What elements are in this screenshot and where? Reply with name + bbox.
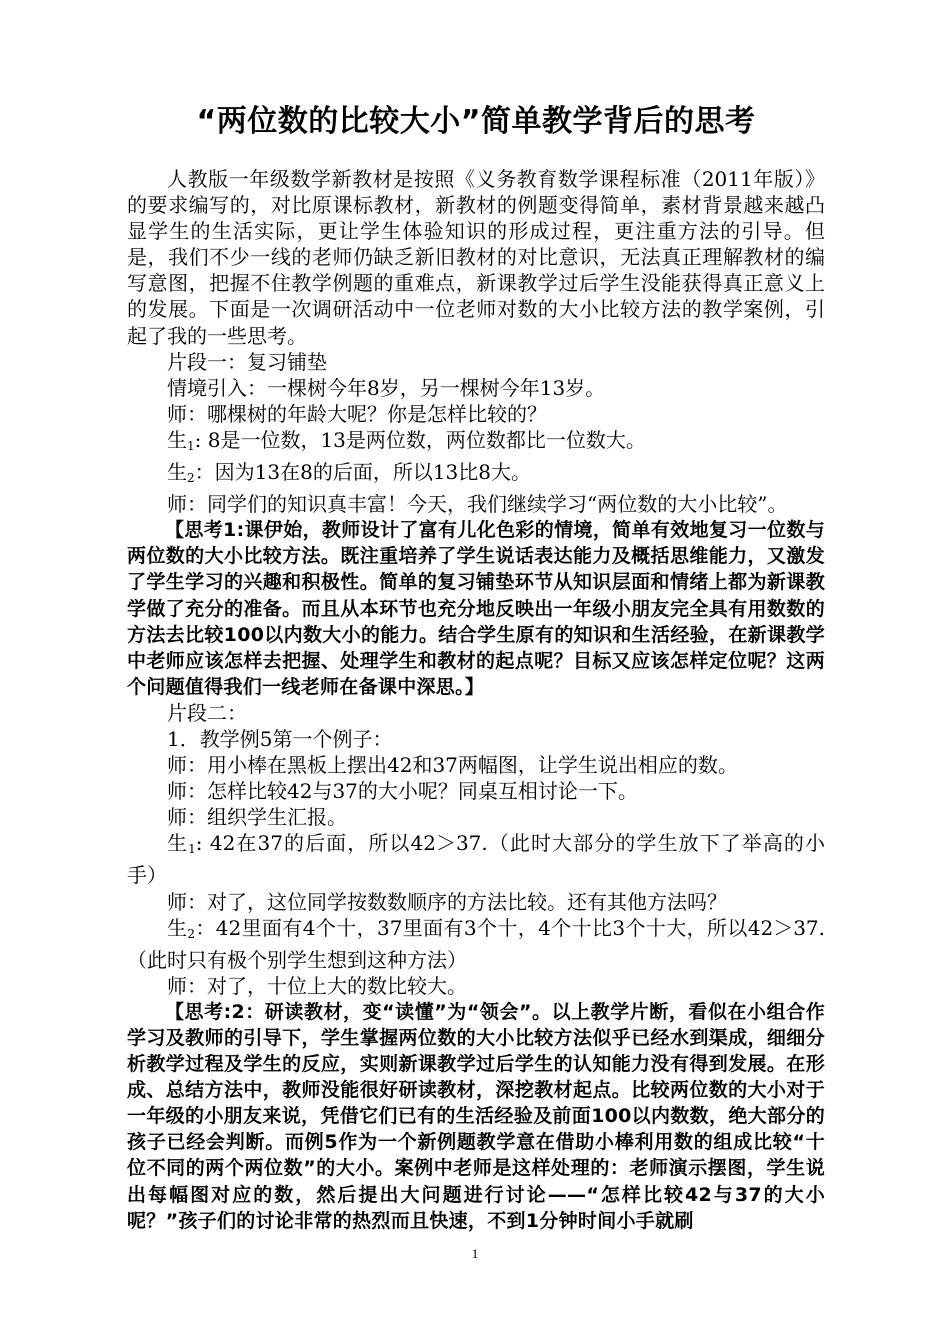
document-body bbox=[127, 166, 825, 1234]
speaker-subscript: 2 bbox=[187, 926, 196, 941]
student-line bbox=[127, 459, 825, 491]
paragraph: 师：对了，十位上大的数比较大。 bbox=[167, 973, 467, 998]
reflection-one: 【思考1:课伊始，教师设计了富有儿化色彩的情境，简单有效地复习一位数与两位数的大小比较方法。既注重培养了学生说话表达能力及概括思维能力，又激发了学生学习的兴趣和积极性。简单的复习铺垫环节从知识层面和情绪上都为新课教学做了充分的准备。而且从本环节也充分地反映出一年级小朋友完全具有用数数的方法去比较100以内数大小的能力。结合学生原有的知识和生活经验，在新课教学中老师应该怎样去把握、处理学生和教材的起点呢？目标又应该怎样定位呢？这两个问题值得我们一线老师在备课中深思。】 bbox=[127, 519, 825, 698]
speaker-label: 生 bbox=[167, 427, 187, 452]
student-line bbox=[127, 427, 825, 459]
paragraph: 师：对了，这位同学按数数顺序的方法比较。还有其他方法吗？ bbox=[167, 889, 727, 914]
paragraph: 情境引入：一棵树今年8岁，另一棵树今年13岁。 bbox=[167, 375, 606, 400]
segment-one-heading: 片段一：复习铺垫 bbox=[167, 349, 327, 374]
student-text: ：因为13在8的后面，所以13比8大。 bbox=[194, 460, 531, 485]
student-line bbox=[127, 830, 825, 888]
segment-two-heading: 片段二： bbox=[167, 700, 247, 725]
paragraph: 师：哪棵树的年龄大呢？你是怎样比较的？ bbox=[167, 401, 547, 426]
page-number: 1 bbox=[471, 1246, 479, 1261]
student-text: ：42里面有4个十，37里面有3个十，4个十比3个十大，所以42＞37.（此时只有极个别学生想到这种方法） bbox=[127, 915, 826, 972]
paragraph: 师：组织学生汇报。 bbox=[167, 805, 347, 830]
intro-paragraph: 人教版一年级数学新教材是按照《义务教育数学课程标准（2011年版）》的要求编写的，对比原课标教材，新教材的例题变得简单，素材背景越来越凸显学生的生活实际，更让学生体验知识的形成过程，更注重方法的引导。但是，我们不少一线的老师仍缺乏新旧教材的对比意识，无法真正理解教材的编写意图，把握不住教学例题的重难点，新课教学过后学生没能获得真正意义上的发展。下面是一次调研活动中一位老师对数的大小比较方法的教学案例，引起了我的一些思考。 bbox=[127, 167, 825, 348]
speaker-subscript: 1 bbox=[188, 842, 196, 857]
reflection-two: 【思考:2：研读教材，变“读懂”为“领会”。以上教学片断，看似在小组合作学习及教师的引导下，学生掌握两位数的大小比较方法似乎已经水到渠成，细细分析教学过程及学生的反应，实则新课教学过后学生的认知能力没有得到发展。在形成、总结方法中，教师没能很好研读教材，深挖教材起点。比较两位数的大小对于一年级的小朋友来说，凭借它们已有的生活经验及前面100以内数数，绝大部分的孩子已经会判断。而例5作为一个新例题教学意在借助小棒利用数的组成比较“十位不同的两个两位数”的大小。案例中老师是这样处理的：老师演示摆图，学生说出每幅图对应的数，然后提出大问题进行讨论——“怎样比较42与37的大小呢？”孩子们的讨论非常的热烈而且快速，不到1分钟时间小手就刷 bbox=[127, 1000, 825, 1232]
speaker-subscript: 1 bbox=[187, 438, 195, 453]
document-page bbox=[127, 100, 825, 1234]
paragraph: 师：同学们的知识真丰富！今天，我们继续学习“两位数的大小比较”。 bbox=[167, 492, 788, 517]
speaker-label: 生 bbox=[167, 460, 187, 485]
speaker-label: 生 bbox=[167, 915, 188, 940]
student-text: : 42在37的后面，所以42＞37.（此时大部分的学生放下了举高的小手） bbox=[127, 831, 825, 888]
paragraph: 师：用小棒在黑板上摆出42和37两幅图，让学生说出相应的数。 bbox=[167, 753, 738, 778]
paragraph: 1．教学例5第一个例子： bbox=[167, 726, 393, 751]
student-line bbox=[127, 915, 825, 973]
paragraph: 师：怎样比较42与37的大小呢？同桌互相讨论一下。 bbox=[167, 779, 638, 804]
student-text: : 8是一位数，13是两位数，两位数都比一位数大。 bbox=[194, 427, 646, 452]
speaker-subscript: 2 bbox=[187, 471, 195, 486]
document-title: “两位数的比较大小”简单教学背后的思考 bbox=[196, 104, 756, 139]
speaker-label: 生 bbox=[167, 831, 189, 856]
